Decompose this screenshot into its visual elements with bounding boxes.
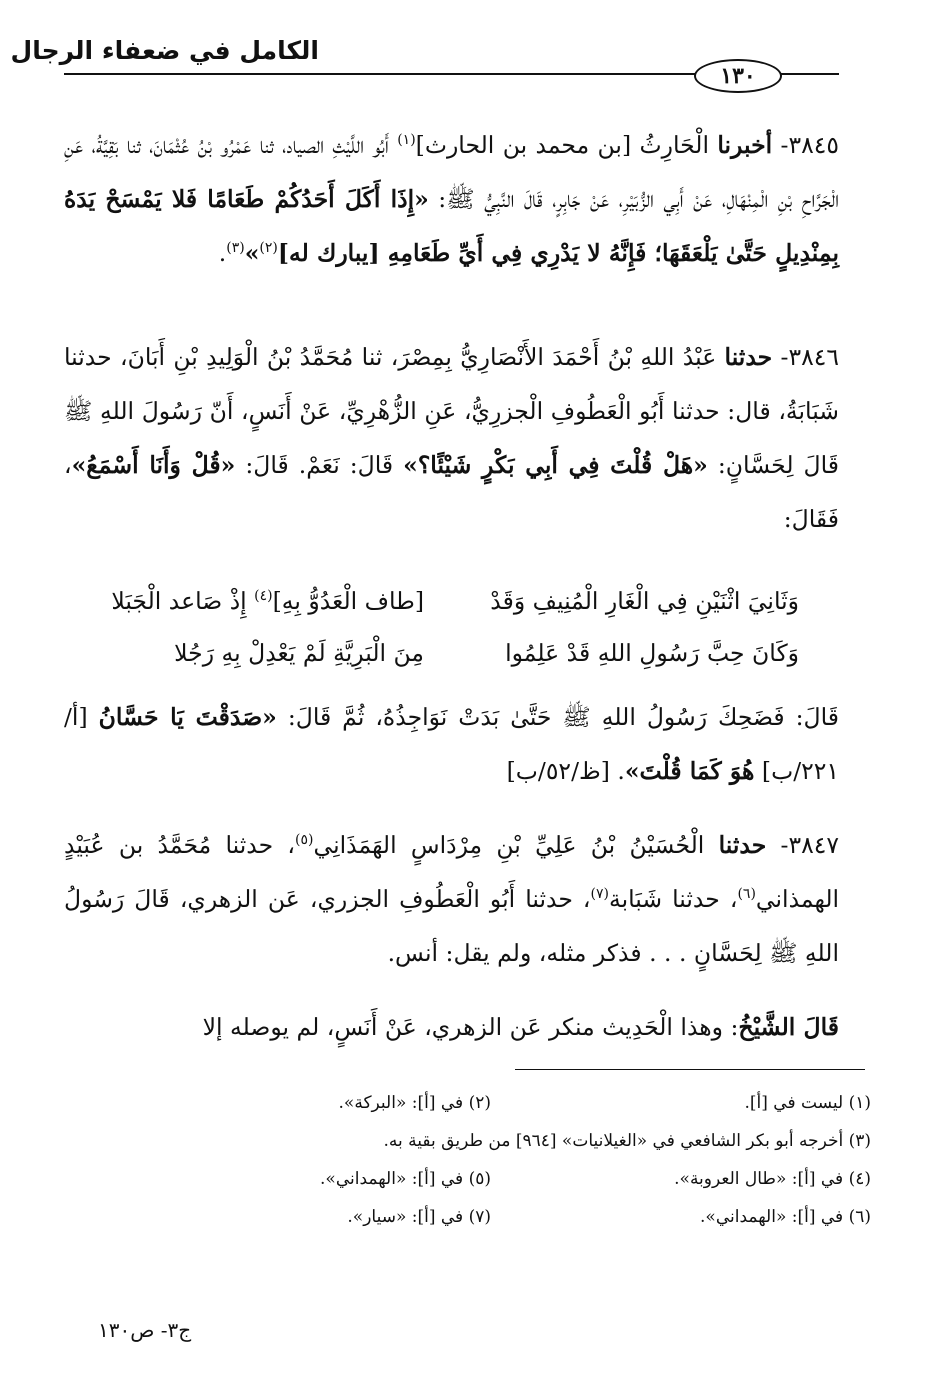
manuscript-ref: [أ/٢٢١/ب] [64,703,839,785]
footnote: (٦) في [أ]: «الهمداني». [700,1207,871,1227]
isnad-text: الْحَارِثُ [بن محمد بن الحارث] [415,131,718,159]
book-title: الكامل في ضعفاء الرجال [10,36,319,65]
verse-second-hemistich: [طاف الْعَدُوُّ بِهِ]$^{(٤)}$ إِذْ صَاعد الْجَبَلا [111,587,424,615]
isnad-text: عَبْدُ اللهِ بْنُ أَحْمَدَ الأَنْصَارِيُّ بِمِصْرَ، ثنا مُحَمَّدُ بْنُ الْوَلِيدِ بْنِ أَبَانَ، حدثنا شَبَابَةُ، قال: حدثنا أَبُو الْعَطُوفِ الْجزرِيُّ، عَنِ الزُّهْرِيِّ، عَنْ أَنَسٍ، أَنّ رَسُولَ اللهِ ﷺ قَالَ لِحَسَّانٍ: [64,343,839,479]
hadith-3846 [64,330,839,546]
footnote-ref: (٦) [737,886,756,903]
volume-page-reference: ج٣- ص١٣٠ [98,1318,192,1342]
page-number-badge: ١٣٠ [694,59,782,93]
hadith-3845 [64,118,839,280]
footnote: (٧) في [أ]: «سيار». [347,1207,491,1227]
comment-lead: قَالَ الشَّيْخُ [738,1013,839,1041]
narration-text: قَالَ: فَضَحِكَ رَسُولُ اللهِ ﷺ حَتَّىٰ بَدَتْ نَوَاجِذُهُ، ثُمَّ قَالَ: [276,703,839,731]
footnote: (٢) في [أ]: «البركة». [338,1093,491,1113]
footnote-ref: (١) [397,132,416,149]
hadith-number: ٣٨٤٥- [772,131,839,159]
footnote-ref: (٤) [254,588,273,605]
footnote: (١) ليست في [أ]. [744,1093,871,1113]
quote-close: » [244,239,260,267]
narration-lead: أخبرنا [717,131,773,159]
footnote-ref: (٧) [590,886,609,903]
verse-first-hemistich: وَثَانِيَ اثْنَيْنِ فِي الْغَارِ الْمُنِيفِ وَقَدْ [490,587,799,615]
period: . [218,239,227,267]
hadith-3847 [64,818,839,980]
verse-first-hemistich: وَكَانَ حِبَّ رَسُولِ اللهِ قَدْ عَلِمُوا [505,639,799,667]
hadith-quote: «صَدَقْتَ يَا حَسَّانُ [98,703,277,731]
footnote: (٤) في [أ]: «طال العروبة». [674,1169,871,1189]
hadith-number: ٣٨٤٦- [772,343,839,371]
footnote-ref: (٥) [295,832,314,849]
sheikh-comment [64,1000,839,1054]
footnote: (٥) في [أ]: «الهمداني». [320,1169,491,1189]
isnad-text: ، حدثنا أَبُو الْعَطُوفِ الجزري، عَن الزهري، قَالَ رَسُولُ اللهِ ﷺ لِحَسَّانٍ . . . فذكر مثله، ولم يقل: أنس. [64,885,839,967]
footnote: (٣) أخرجه أبو بكر الشافعي في «الغيلانيات» [٩٦٤] من طريق بقية به. [383,1131,871,1151]
footnote-ref: (٣) [226,240,245,257]
narration-lead: حدثنا [724,343,773,371]
hadith-quote: «قُلْ وَأَنَا أَسْمَعُ» [71,451,236,479]
verse-second-hemistich: مِنَ الْبَرِيَّةِ لَمْ يَعْدِلْ بِهِ رَجُلا [174,639,424,667]
isnad-text: الْحُسَيْنُ بْنُ عَلِيِّ بْنِ مِرْدَاسٍ الهَمَذَانِي [313,831,719,859]
narration-text: قَالَ: نَعَمْ. قَالَ: [235,451,404,479]
isnad-text: ، حدثنا شَبَابة [608,885,738,913]
hadith-number: ٣٨٤٧- [766,831,839,859]
comment-text: : وهذا الْحَدِيث منكر عَن الزهري، عَنْ أَنَسٍ، لم يوصله إلا [202,1013,739,1041]
narration-lead: حدثنا [718,831,767,859]
hadith-quote: هُوَ كَمَا قُلْتَ» [624,757,755,785]
isnad-text: ، حدثنا مُحَمَّدُ بن عُبَيْدٍ الهمذاني [64,831,840,913]
footnote-ref: (٢) [259,240,278,257]
footnote-separator [515,1069,865,1070]
hadith-matn: «إِذَا أَكَلَ أَحَدُكُمْ طَعَامًا فَلا يَمْسَحْ يَدَهُ بِمِنْدِيلٍ حَتَّىٰ يَلْعَقَهَا؛ فَإِنَّهُ لا يَدْرِي فِي أَيِّ طَعَامِهِ [يبارك له] [64,185,839,267]
hadith-quote: «هَلْ قُلْتَ فِي أَبِي بَكْرٍ شَيْئًا؟» [403,451,708,479]
manuscript-ref: . [ظ/٥٢/ب] [506,757,625,785]
isnad-text: أَبُو اللَّيْثِ الصياد، ثنا عَمْرُو بْنُ عُثْمَانَ، ثنا بَقِيَّةُ، عَنِ الْجَرَّاحِ بْنِ الْمِنْهَالِ، عَنْ أَبِي الزُّبَيْرِ، عَنْ جَابِرٍ، قَالَ النَّبِيُّ ﷺ: [64,131,839,213]
hadith-3846-continued [64,690,839,798]
narration-text: ، فَقَالَ: [64,451,839,533]
